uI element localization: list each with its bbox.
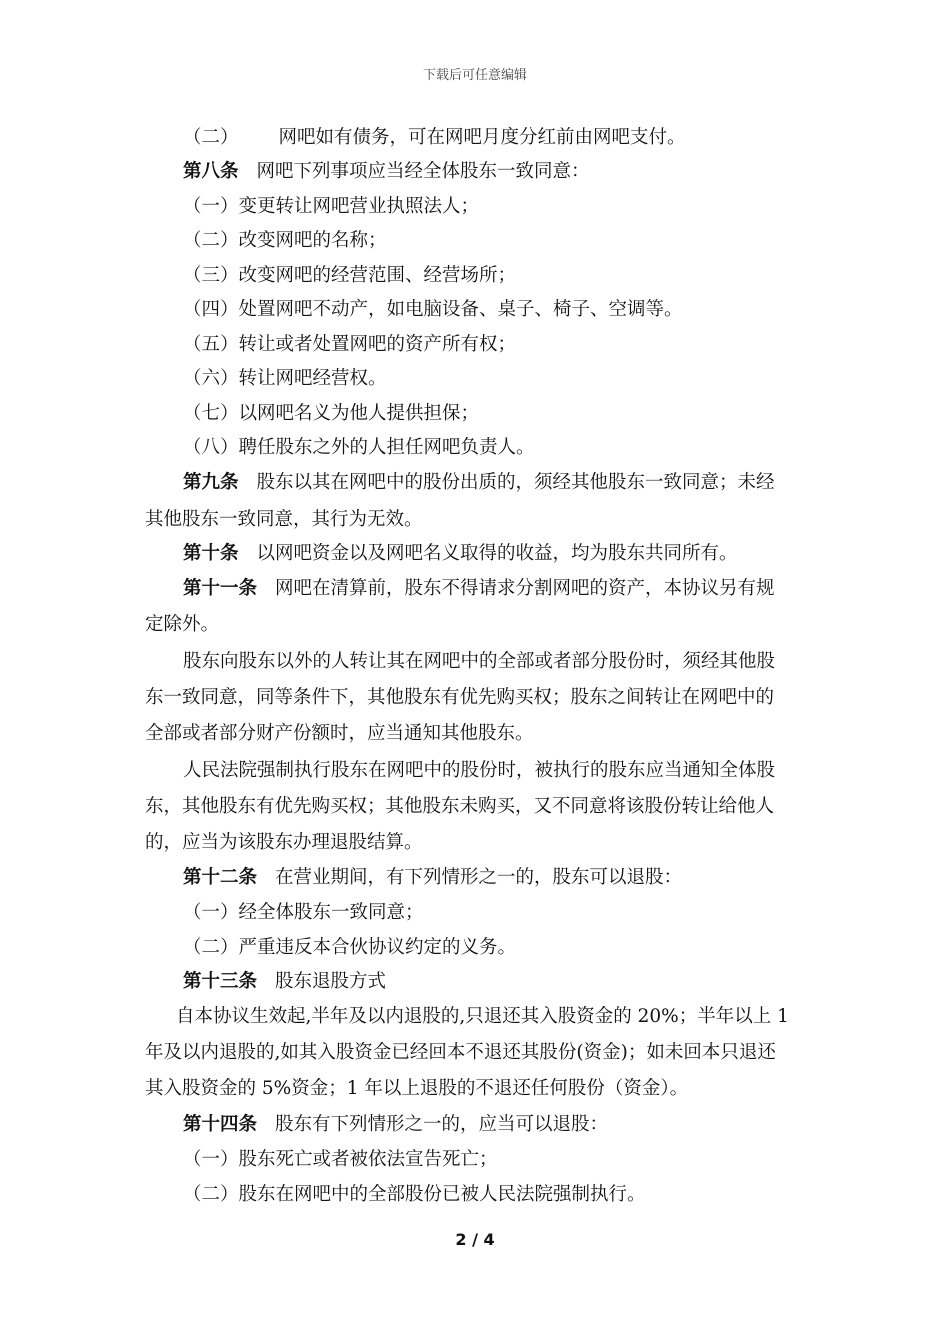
paragraph-line: 的，应当为该股东办理退股结算。 <box>145 832 423 853</box>
paragraph-line: 全部或者部分财产份额时，应当通知其他股东。 <box>145 723 534 744</box>
paragraph-line: （二） 网吧如有债务，可在网吧月度分红前由网吧支付。 <box>183 127 686 148</box>
article-9-heading: 第九条 股东以其在网吧中的股份出质的，须经其他股东一致同意；未经 <box>183 472 775 493</box>
list-item: （二）改变网吧的名称； <box>183 230 387 251</box>
list-item: （三）改变网吧的经营范围、经营场所； <box>183 265 517 286</box>
article-label: 第十四条 <box>183 1114 258 1135</box>
list-item: （二）严重违反本合伙协议约定的义务。 <box>183 937 517 958</box>
paragraph-line: 其入股资金的 5%资金；1 年以上退股的不退还任何股份（资金）。 <box>145 1078 689 1099</box>
page-header: 下载后可任意编辑 <box>422 68 527 83</box>
article-11-heading: 第十一条 网吧在清算前，股东不得请求分割网吧的资产，本协议另有规 <box>183 578 775 599</box>
article-label: 第八条 <box>183 161 239 182</box>
article-label: 第十二条 <box>183 867 258 888</box>
paragraph-line: 其他股东一致同意，其行为无效。 <box>145 509 423 530</box>
article-14-heading: 第十四条 股东有下列情形之一的，应当可以退股： <box>183 1114 609 1135</box>
list-item: （一）变更转让网吧营业执照法人； <box>183 196 480 217</box>
article-label: 第十一条 <box>183 578 258 599</box>
article-8-heading: 第八条 网吧下列事项应当经全体股东一致同意： <box>183 161 590 182</box>
paragraph-line: 定除外。 <box>145 614 220 635</box>
list-item: （五）转让或者处置网吧的资产所有权； <box>183 334 517 355</box>
article-13-heading: 第十三条 股东退股方式 <box>183 971 387 992</box>
list-item: （八）聘任股东之外的人担任网吧负责人。 <box>183 437 535 458</box>
list-item: （六）转让网吧经营权。 <box>183 368 387 389</box>
item-label: （二） <box>183 127 239 148</box>
article-label: 第九条 <box>183 472 239 493</box>
article-10-heading: 第十条 以网吧资金以及网吧名义取得的收益，均为股东共同所有。 <box>183 543 738 564</box>
paragraph-line: 东一致同意，同等条件下，其他股东有优先购买权；股东之间转让在网吧中的 <box>145 687 775 708</box>
article-label: 第十三条 <box>183 971 258 992</box>
list-item: （一）经全体股东一致同意； <box>183 902 424 923</box>
list-item: （七）以网吧名义为他人提供担保； <box>183 403 480 424</box>
paragraph-line: 自本协议生效起,半年及以内退股的,只退还其入股资金的 20%；半年以上 1 <box>176 1006 789 1027</box>
page-number: 2 / 4 <box>455 1230 495 1249</box>
article-12-heading: 第十二条 在营业期间，有下列情形之一的，股东可以退股： <box>183 867 683 888</box>
list-item: （一）股东死亡或者被依法宣告死亡； <box>183 1149 498 1170</box>
list-item: （四）处置网吧不动产，如电脑设备、桌子、椅子、空调等。 <box>183 299 683 320</box>
paragraph-line: 股东向股东以外的人转让其在网吧中的全部或者部分股份时，须经其他股 <box>183 651 776 672</box>
paragraph-line: 年及以内退股的,如其入股资金已经回本不退还其股份(资金)；如未回本只退还 <box>145 1042 776 1063</box>
paragraph-line: 人民法院强制执行股东在网吧中的股份时，被执行的股东应当通知全体股 <box>183 760 776 781</box>
article-label: 第十条 <box>183 543 239 564</box>
list-item: （二）股东在网吧中的全部股份已被人民法院强制执行。 <box>183 1184 646 1205</box>
paragraph-line: 东，其他股东有优先购买权；其他股东未购买，又不同意将该股份转让给他人 <box>145 796 775 817</box>
